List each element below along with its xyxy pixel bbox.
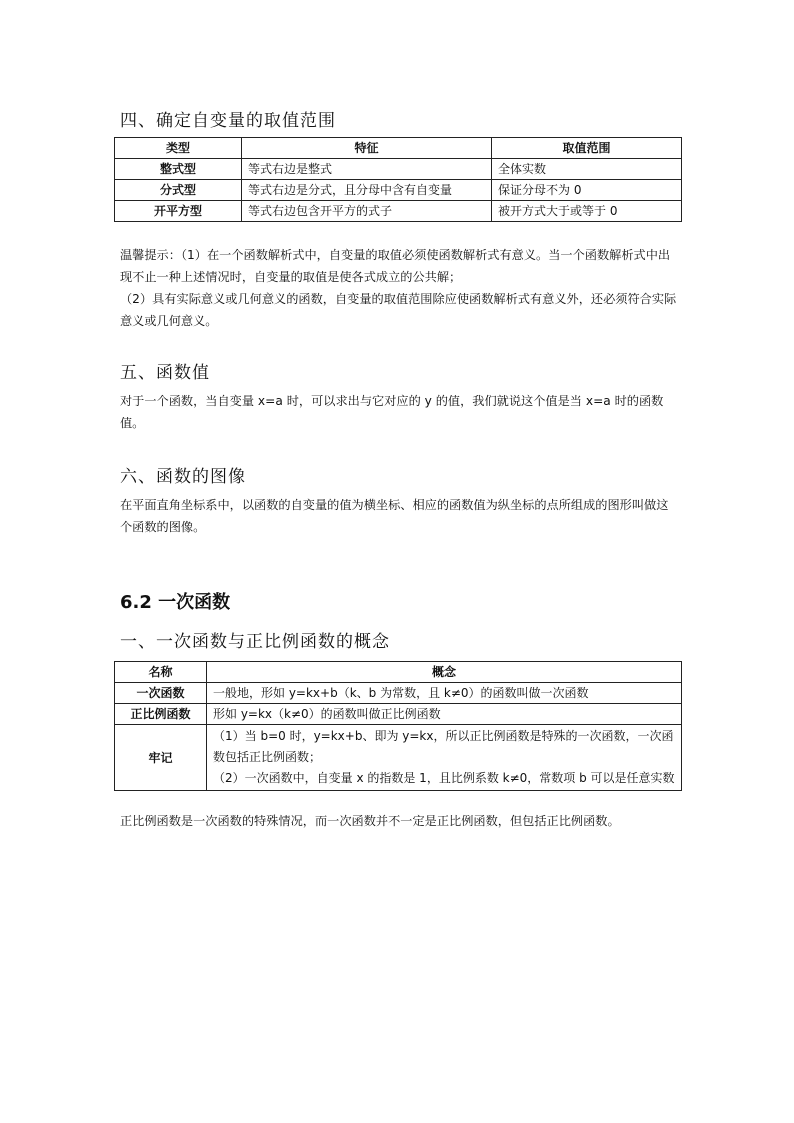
concept-table [114,661,682,791]
row-range: 保证分母不为 0 [492,180,682,201]
row-feature: 等式右边是整式 [242,159,492,180]
header-concept: 概念 [207,662,682,683]
row-type: 开平方型 [115,201,242,222]
section-6-title: 六、函数的图像 [120,467,246,487]
warm-tip [120,244,678,332]
function-value-paragraph: 对于一个函数，当自变量 x=a 时，可以求出与它对应的 y 的值，我们就说这个值是当 x=a 时的函数值。 [120,394,664,430]
header-name: 名称 [115,662,207,683]
row-feature: 等式右边包含开平方的式子 [242,201,492,222]
table-header-row [115,662,682,683]
row-name: 正比例函数 [115,704,207,725]
header-feature: 特征 [242,138,492,159]
table-row [115,201,682,222]
tip-paragraph-1: 温馨提示：（1）在一个函数解析式中，自变量的取值必须使函数解析式有意义。当一个函数解析式中出现不止一种上述情况时，自变量的取值是使各式成立的公共解； [120,248,671,284]
row-name: 一次函数 [115,683,207,704]
table-row [115,725,682,791]
row-type: 分式型 [115,180,242,201]
header-type: 类型 [115,138,242,159]
proportional-note: 正比例函数是一次函数的特殊情况，而一次函数并不一定是正比例函数，但包括正比例函数。 [120,814,620,828]
range-table [114,137,682,222]
section-1-title: 一、一次函数与正比例函数的概念 [120,632,390,652]
row-concept: 形如 y=kx（k≠0）的函数叫做正比例函数 [207,704,682,725]
row-range: 被开方式大于或等于 0 [492,201,682,222]
table-row [115,159,682,180]
row-concept: 一般地，形如 y=kx+b（k、b 为常数，且 k≠0）的函数叫做一次函数 [207,683,682,704]
row-type: 整式型 [115,159,242,180]
header-range: 取值范围 [492,138,682,159]
function-graph-paragraph: 在平面直角坐标系中，以函数的自变量的值为横坐标、相应的函数值为纵坐标的点所组成的图形叫做这个函数的图像。 [120,498,669,534]
table-row [115,704,682,725]
table-row [115,683,682,704]
memo-content [207,725,682,791]
section-4-title: 四、确定自变量的取值范围 [120,111,336,131]
tip-paragraph-2: （2）具有实际意义或几何意义的函数，自变量的取值范围除应使函数解析式有意义外，还必须符合实际意义或几何意义。 [120,292,677,328]
chapter-title: 6.2 一次函数 [120,592,231,613]
table-row [115,180,682,201]
memo-line-2: （2）一次函数中，自变量 x 的指数是 1，且比例系数 k≠0，常数项 b 可以是任意实数 [213,771,675,785]
row-feature: 等式右边是分式，且分母中含有自变量 [242,180,492,201]
section-5-title: 五、函数值 [120,363,210,383]
memo-line-1: （1）当 b=0 时，y=kx+b、即为 y=kx，所以正比例函数是特殊的一次函数，一次函数包括正比例函数； [213,729,674,764]
memo-label: 牢记 [115,725,207,791]
row-range: 全体实数 [492,159,682,180]
table-header-row [115,138,682,159]
